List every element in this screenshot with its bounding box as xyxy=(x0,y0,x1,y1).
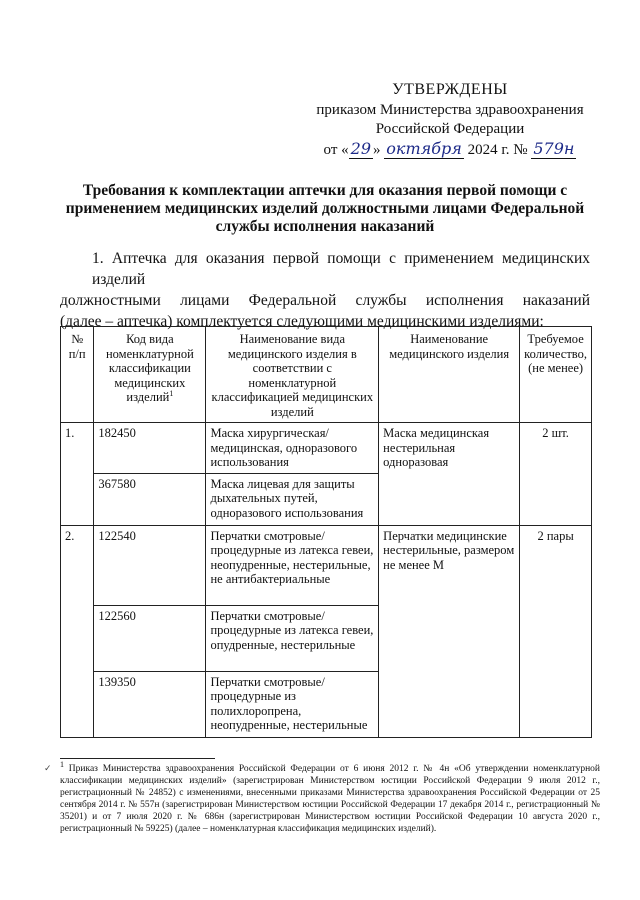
cell-code: 122560 xyxy=(94,605,206,671)
table-row xyxy=(61,423,592,474)
cell-num: 1. xyxy=(61,423,94,526)
header-name: Наименование медицинского изделия xyxy=(379,327,520,423)
year-text: 2024 г. № xyxy=(467,142,528,158)
footnote xyxy=(60,759,600,835)
footnote-divider xyxy=(60,758,215,759)
intro-paragraph xyxy=(60,248,590,332)
cell-code: 139350 xyxy=(94,671,206,737)
header-kind: Наименование вида медицинского изделия в соответствии с номенклатурной классификацией медицинских изделий xyxy=(206,327,379,423)
footnote-text: Приказ Министерства здравоохранения Российской Федерации от 6 июня 2012 г. № 4н «Об утверждении номенклатурной классификации медицинских изделий» (зарегистрирован Министерством юстиции Российской Федерации 9 июля 2012 г., регистрационный № 24852) с изменениями, внесенными приказами Министерства здравоохранения Российской Федерации от 25 сентября 2014 г. № 557н (зарегистрирован Министерством юстиции Российской Федерации 17 декабря 2014 г., регистрационный № 35201) и от 7 июля 2020 г. № 686н (зарегистрирован Министерством юстиции Российской Федерации 10 августа 2020 г., регистрационный № 59225) (далее – номенклатурная классификация медицинских изделий). xyxy=(60,764,600,834)
approval-block xyxy=(300,80,600,160)
cell-qty: 2 пары xyxy=(520,525,592,737)
cell-num: 2. xyxy=(61,525,94,737)
table-header-row xyxy=(61,327,592,423)
header-num: № п/п xyxy=(61,327,94,423)
cell-name: Маска медицинская нестерильная одноразовая xyxy=(379,423,520,526)
header-code xyxy=(94,327,206,423)
cell-name: Перчатки медицинские нестерильные, размером не менее М xyxy=(379,525,520,737)
handwritten-month: октября xyxy=(386,139,462,158)
header-qty: Требуемое количество, (не менее) xyxy=(520,327,592,423)
side-checkmark: ✓ xyxy=(44,763,52,773)
approval-line-2: Российской Федерации xyxy=(375,121,525,137)
cell-code: 122540 xyxy=(94,525,206,605)
header-code-text: Код вида номенклатурной классификации медицинских изделий xyxy=(105,332,194,404)
cell-kind: Маска хирургическая/ медицинская, одноразового использования xyxy=(206,423,379,474)
handwritten-order-number: 579н xyxy=(533,139,575,158)
footnote-ref: 1 xyxy=(169,388,174,398)
cell-kind: Перчатки смотровые/ процедурные из латекса гевеи, опудренные, нестерильные xyxy=(206,605,379,671)
cell-code: 182450 xyxy=(94,423,206,474)
handwritten-day: 29 xyxy=(350,139,372,158)
approval-line-1: приказом Министерства здравоохранения xyxy=(316,102,584,118)
order-date-line xyxy=(324,139,577,160)
paragraph-line-3: (далее – аптечка) комплектуется следующими медицинскими изделиями: xyxy=(60,313,544,330)
date-prefix: от « xyxy=(323,142,349,158)
footnote-marker: 1 xyxy=(60,759,64,769)
date-day-close: » xyxy=(373,142,381,158)
table-row xyxy=(61,525,592,605)
paragraph-line-2: должностными лицами Федеральной службы исполнения наказаний xyxy=(60,292,590,309)
cell-code: 367580 xyxy=(94,473,206,525)
approval-heading: УТВЕРЖДЕНЫ xyxy=(392,81,508,98)
document-title: Требования к комплектации аптечки для оказания первой помощи с применением медицинских изделий должностными лицами Федеральной службы исполнения наказаний xyxy=(65,182,585,235)
cell-kind: Маска лицевая для защиты дыхательных путей, одноразового использования xyxy=(206,473,379,525)
paragraph-line-1: 1. Аптечка для оказания первой помощи с применением медицинских изделий xyxy=(92,250,590,288)
cell-qty: 2 шт. xyxy=(520,423,592,526)
cell-kind: Перчатки смотровые/ процедурные из латекса гевеи, неопудренные, нестерильные, не антибактериальные xyxy=(206,525,379,605)
medical-items-table xyxy=(60,326,592,738)
cell-kind: Перчатки смотровые/ процедурные из полихлоропрена, неопудренные, нестерильные xyxy=(206,671,379,737)
